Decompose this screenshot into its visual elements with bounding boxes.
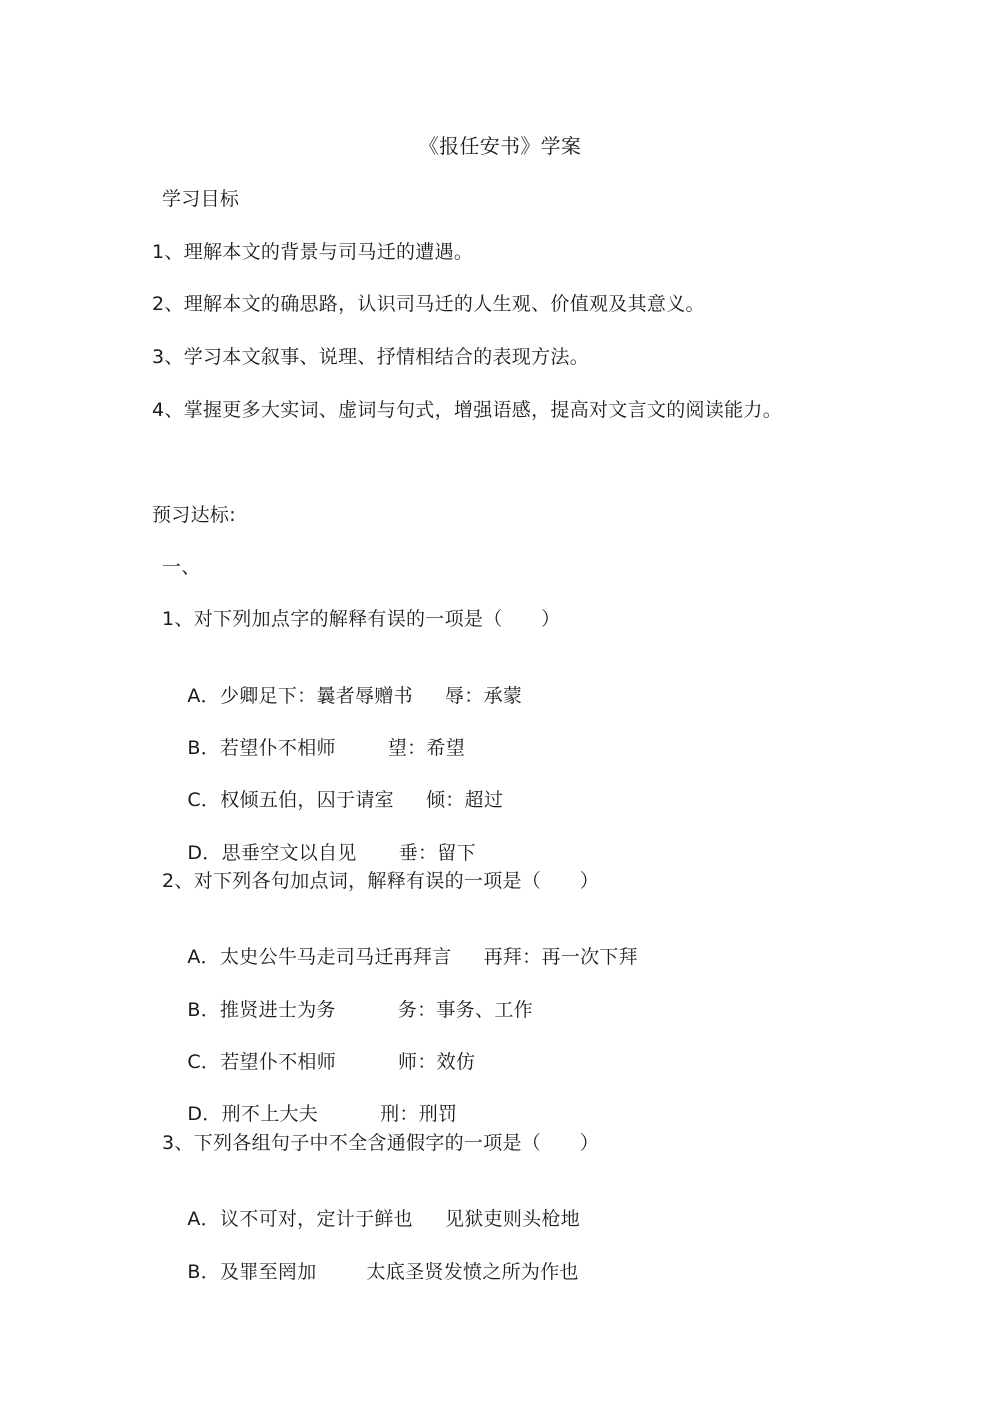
option-gloss: 倾：超过 (425, 789, 504, 811)
question-stem: 2、对下列各句加点词，解释有误的一项是（ ） (162, 870, 599, 892)
option-gloss: 垂：留下 (398, 842, 476, 864)
option-label: C． (187, 789, 221, 811)
option-gloss: 务：事务、工作 (397, 999, 533, 1021)
option-label: D． (187, 842, 222, 864)
section-label: 一、 (162, 556, 201, 578)
objectives-heading: 学习目标 (162, 188, 240, 210)
objective-item: 2、理解本文的确思路，认识司马迁的人生观、价值观及其意义。 (152, 293, 705, 315)
option-sentence: 刑不上大夫 (221, 1103, 319, 1125)
objective-item: 1、理解本文的背景与司马迁的遭遇。 (152, 241, 474, 263)
question-stem: 1、对下列加点字的解释有误的一项是（ ） (162, 608, 561, 630)
objective-item: 3、学习本文叙事、说理、抒情相结合的表现方法。 (152, 346, 589, 368)
option-gloss: 刑：刑罚 (380, 1103, 458, 1125)
option-gloss: 望：希望 (387, 737, 466, 759)
question-stem: 3、下列各组句子中不全含通假字的一项是（ ） (162, 1132, 599, 1154)
option-sentence: 思垂空文以自见 (221, 842, 357, 864)
objective-item: 4、掌握更多大实词、虚词与句式，增强语感，提高对文言文的阅读能力。 (152, 399, 782, 421)
option-sentence: 太史公牛马走司马迁再拜言 (219, 946, 452, 968)
option-label: A． (187, 1208, 220, 1230)
option-sentence: 若望仆不相师 (220, 737, 336, 759)
option-gloss: 师：效仿 (398, 1051, 476, 1073)
option-gloss: 再拜：再一次下拜 (483, 946, 638, 968)
answer-option (162, 1236, 579, 1308)
option-label: B． (187, 737, 220, 759)
option-label: B． (187, 999, 220, 1021)
option-sentence: 若望仆不相师 (220, 1051, 337, 1073)
option-gloss: 太底圣贤发愤之所为作也 (366, 1261, 579, 1283)
option-label: A． (187, 685, 220, 707)
option-sentence: 权倾五伯，囚于请室 (220, 789, 394, 811)
option-label: D． (187, 1103, 222, 1125)
document-title: 《报任安书》学案 (418, 134, 582, 158)
option-gloss: 见狱吏则头枪地 (444, 1208, 581, 1230)
option-gloss: 辱：承蒙 (444, 685, 523, 707)
preview-heading: 预习达标: (152, 504, 236, 526)
option-label: A． (187, 946, 220, 968)
option-sentence: 及罪至罔加 (220, 1261, 317, 1283)
option-sentence: 议不可对，定计于鲜也 (219, 1208, 413, 1230)
option-label: C． (187, 1051, 221, 1073)
option-label: B． (187, 1261, 220, 1283)
option-sentence: 推贤进士为务 (220, 999, 336, 1021)
option-sentence: 少卿足下：曩者辱赠书 (219, 685, 413, 707)
